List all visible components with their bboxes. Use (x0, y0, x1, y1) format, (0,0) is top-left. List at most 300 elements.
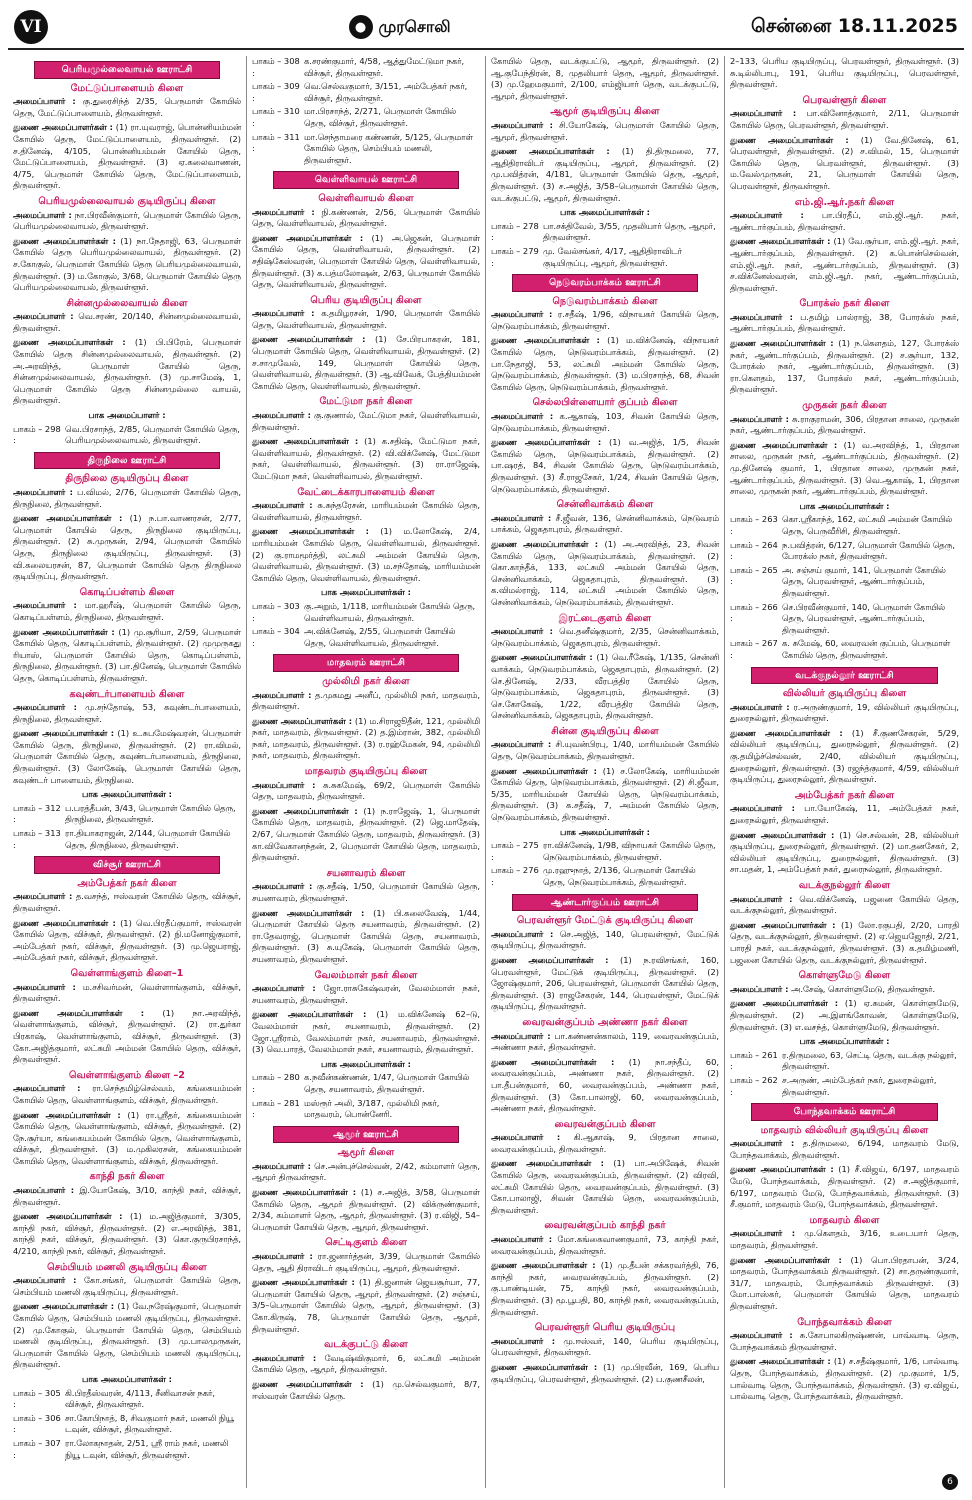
entry-text: மு.சந்தோஷ், 53, கவுண்டர்பாளையம், திருநிலை, திருவள்ளூர். (13, 702, 242, 724)
branch-heading: வில்லியர் குடியிருப்பு கிளை (782, 688, 907, 700)
entry-text: (1) வ.அரவிந்த், 1, பிரதான சாலை, முருகன் நகர், ஆண்டார்குப்பம், திருவள்ளூர். (2) மு.தினேஷ் குமார், 1, பிரதான சாலை, முருகன் நகர், ஆண்டார்குப்பம், திருவள்ளூர். (3) வெ.ஆகாஷ், 1, பிரதான சாலை, முருகன் நகர், ஆண்டார்குப்பம், திருவள்ளூர். (730, 439, 959, 497)
organizer-entry (730, 1164, 959, 1210)
entry-text: பா.கண்ணன்காலம், 119, வைரவன்குப்பம், அண்ணா நகர், திருவள்ளூர். (491, 1030, 719, 1053)
role-label: துணை அமைப்பாளர்கள் : (491, 765, 597, 776)
entry-text: (1) பி.பிரேம், பெருமாள் கோயில் தெரு சின்னமுல்லைவாயல், திருவள்ளூர். (2) அ.அரவிந்த், பெருமாள் கோயில் தெரு, சின்னமுல்லைவாயல், திருவள்ளூர். (3) மு.சாமேஷ், 1, பெருமாள் கோயில் தெரு சின்னமுல்லை வாயல், திருவள்ளூர். (13, 337, 241, 406)
booth-entry (491, 246, 719, 269)
booth-entry (491, 865, 719, 888)
organizer-entry (491, 626, 719, 649)
region-heading: பெரியமுல்லைவாயல் ஊராட்சி (34, 61, 221, 79)
entry-text: (1) உ.சுபமேஷ்வரன், பெருமாள் கோயில் தெரு, திருநிலை, திருவள்ளூர். (2) ரா.விமல், பெருமாள் கோயில் தெரு, கவுண்டர்பாளையம், திருநிலை, திருவள்ளூர். (3) லோகேஷ், பெருமாள் கோயில் தெரு, கவுண்டர் பாளையம், திருநிலை. (13, 728, 242, 785)
column-1 (8, 56, 247, 1488)
entry-text: ர.அருண்குமார், 19, வில்லியர் குடியிருப்பு, துரைநல்லூர், திருவள்ளூர். (730, 701, 959, 724)
organizer-entry (13, 1301, 241, 1371)
organizer-entry (13, 1185, 241, 1208)
organizer-entry (730, 414, 959, 437)
role-label: துணை அமைப்பாளர்கள் : (252, 1378, 364, 1389)
entry-text: ஜோ.ராசுகேஷ்வரன், வேலம்மாள் நகர், சயனாவரம், திருவள்ளூர். (252, 983, 480, 1005)
role-label: துணை அமைப்பாளர்கள் : (491, 1056, 615, 1067)
organizer-entry (252, 806, 480, 864)
entry-text: மோ.கங்கைவாணகுமார், 73, காந்தி நகர், வைரவன்குப்பம், திருவள்ளூர். (491, 1234, 719, 1256)
role-label: அமைப்பாளர் : (730, 983, 789, 994)
branch-heading: அம்பேத்கர் நகர் கிளை (77, 877, 177, 889)
role-label: துணை அமைப்பாளர்கள் : (13, 235, 116, 246)
entry-text: (1) அ.ஜெகன், பெருமாள் கோயில் தெரு, வெள்ளிவாயல், திருவள்ளூர். (2) சதிஷ்கேஸ்வரன், பெருமாள் கோயில் தெரு, வெள்ளிவாயல், திருவள்ளூர். (3) க.பத்மலோஷன், 2/63, பெருமாள் கோயில் தெரு, வெள்ளிவாயல், திருவள்ளூர். (252, 232, 480, 290)
entry-text: (1) பி.கலைவேஷ், 1/44, பெருமாள் கோயில் தெரு சயனாவரம், திருவள்ளூர். (2) ரா.தேவராஜ், பெருமாள் கோயில் தெரு, சயனாவரம், திருவள்ளூர். (3) சு.யுகேஷ், பெருமாள் கோயில் தெரு, சயனாவரம், திருவள்ளூர். (252, 907, 480, 964)
organizer-entry (491, 1132, 719, 1155)
entry-text: (1) வெ.பிரதீப்குமார், ஈஸ்வரன் கோயில் தெரு, விச்சூர், திருவள்ளூர். (2) நி.மனோஜ்குமார், அம்பேத்கர் நகர், விச்சூர், திருவள்ளூர். (3) மு.ஜெயராஜ், அம்பேத்கர் நகர், விச்சூர், திருவள்ளூர். (13, 917, 242, 963)
role-label: அமைப்பாளர் : (491, 1335, 556, 1346)
entry-text: பா.பிரதீப், எம்.ஜி.ஆர். நகர், ஆண்டார்குப்பம், திருவள்ளூர். (730, 210, 959, 232)
booth-organizer: ந.பவித்ரன், 6/127, பெருமாள் கோயில் தெரு, போரக்ஸ் நகர், திருவள்ளூர். (782, 539, 955, 562)
role-label: அமைப்பாளர் : (491, 119, 553, 130)
branch-heading: எம்.ஜி.ஆர்.நகர் கிளை (794, 196, 895, 208)
booth-number: பாகம் – 280 : (252, 1072, 300, 1094)
entry-text: சி.யுவன்பிரபு, 1/40, மாரியம்மன் கோயில் தெரு, நெடுவரம்பாக்கம், திருவள்ளூர். (491, 739, 719, 762)
entry-text: வெ.தனீஷ்குமார், 2/35, சென்னிவாக்கம், நெடுவரம்பாக்கம், ஜெகதாபுரம், திருவள்ளூர். (491, 626, 719, 648)
branch-heading: செம்பியம் மணலி குடியிருப்பு கிளை (47, 1261, 207, 1273)
organizer-entry (730, 830, 959, 876)
role-label: துணை அமைப்பாளர்கள் : (730, 236, 831, 247)
entry-text: வெ.சரண், 20/140, சின்னமுல்லைவாயல், திருவள்ளூர். (13, 311, 241, 333)
role-label: துணை அமைப்பாளர்கள் : (13, 917, 116, 928)
organizer-entry (252, 1187, 480, 1233)
booth-number: பாகம் – 275 : (491, 840, 539, 862)
branch-heading: வெள்ளாங்குளம் கிளை–1 (70, 967, 184, 979)
booth-organizer: க. சுமேஷ், 60, வைரவன் குப்பம், பெருமாள் கோயில் தெரு, திருவள்ளூர். (782, 638, 951, 660)
branch-heading: வடக்குபட்டு கிளை (324, 1339, 408, 1351)
entry-text: பா.வினோத்குமார், 2/11, பெருமாள் கோயில் தெரு, பெரவள்ளூர், திருவள்ளூர். (730, 108, 960, 130)
organizer-entry (13, 982, 241, 1005)
role-label: அமைப்பாளர் : (252, 1251, 313, 1262)
organizer-entry (252, 881, 480, 904)
organizer-entry (13, 513, 241, 583)
organizer-entry (730, 56, 959, 91)
role-label: அமைப்பாளர் : (730, 1330, 793, 1341)
entry-text: (1) அ.அரவிந்த், 23, சிவன் கோயில் தெரு, நெடுவரம்பாக்கம், திருவள்ளூர். (2) கொ.காந்தீக், 133, லட்சுமி அம்மன் கோயில் தெரு, சென்னிவாக்கம், ஜெகதாபுரம், திருவள்ளூர். (3) க.விமல்ராஜ், 114, லட்சுமி அம்மன் கோயில் தெரு, சென்னிவாக்கம், நெடுவரம்பாக்கம், திருவள்ளூர். (491, 538, 720, 607)
booth-entry (730, 565, 959, 600)
role-label: துணை அமைப்பாளர்கள் : (252, 907, 365, 918)
organizer-entry (252, 983, 480, 1006)
organizer-entry (730, 210, 959, 233)
booth-entry (730, 638, 959, 661)
booth-organizer: கு.அறும், 1/118, மாரியம்மன் கோயில் தெரு, வெள்ளிவாயல், திருவள்ளூர். (304, 600, 476, 623)
brand-name: முரசொலி (378, 16, 451, 36)
branch-heading: வேலம்மாள் நகர் கிளை (314, 969, 418, 981)
booth-number: பாகம் – 266 : (730, 601, 778, 624)
entry-text: (1) மு.செல்வகுமார், 8/7, ஈஸ்வரன் கோயில் தெரு. (252, 1378, 480, 1401)
branch-heading: வைரவன்குப்பம் கிளை (554, 1118, 656, 1130)
organizer-entry (252, 1161, 480, 1184)
role-label: அமைப்பாளர் : (730, 210, 804, 221)
organizer-entry (252, 526, 480, 584)
booth-organizer: மு. வேல்சங்கர், 4/17, ஆதிதிராவிடர் குடியிருப்பு, ஆமூர், திருவள்ளூர். (543, 245, 682, 268)
organizer-entry (491, 955, 719, 1013)
role-label: துணை அமைப்பாளர்கள் : (13, 337, 126, 348)
entry-text: (1) வே.நரேஷ்குமார், பெருமாள் கோயில் தெரு, செம்பியம் மணலி குடியிருப்பு, திருவள்ளூர். (2) மு.கோகுல், பெருமாள் கோயில் தெரு, செம்பியம் மணலி குடியிருப்பு, திருவள்ளூர். (3) மு.பாலமுருகன், பெருமாள் கோயில் தெரு, செம்பியம் மணலி குடியிருப்பு, திருவள்ளூர். (13, 1301, 241, 1370)
organizer-entry (491, 335, 719, 393)
entry-text: செ.அன்புச்செல்வன், 2/42, கம்மாளர் தெரு, ஆமூர் திருவள்ளூர். (252, 1160, 480, 1183)
role-label: துணை அமைப்பாளர்கள் : (252, 1187, 357, 1198)
role-label: துணை அமைப்பாளர்கள் : (491, 1361, 598, 1372)
booth-entry (13, 424, 241, 447)
role-label: துணை அமைப்பாளர்கள் : (730, 1356, 831, 1367)
booth-number: பாகம் – 263 : (730, 514, 778, 536)
region-heading: விச்சூர் ஊராட்சி (34, 856, 221, 874)
organizer-entry (730, 440, 959, 498)
booth-organizer: அ.விக்னேஷ், 2/55, பெருமாள் கோயில் தெரு, வெள்ளிவாயல், திருவள்ளூர். (304, 626, 456, 648)
organizer-entry (491, 146, 719, 204)
branch-heading: திருநிலை குடியிருப்பு கிளை (65, 473, 189, 485)
organizer-entry (13, 918, 241, 964)
entry-text: (1) வ.அஜித், 1/5, சிவன் கோயில் தெரு, நெடுவரம்பாக்கம், திருவள்ளூர். (2) பா.ஷரத், 84, சிவன் கோயில் தெரு, நெடுவரம்பாக்கம், திருவள்ளூர். (3) சீ.ராஜசேகர், 1/24, சிவன் கோயில் தெரு, நெடுவரம்பாக்கம், திருவள்ளூர். (491, 437, 720, 494)
branch-heading: வெள்ளாங்குளம் கிளை –2 (69, 1069, 185, 1081)
region-heading: ஆண்டார்குப்பம் ஊராட்சி (512, 894, 699, 912)
entry-text: (1) ந.ரவிசங்கர், 160, பெரவள்ளூர், மேட்டுக் குடியிருப்பு, திருவள்ளூர். (2) ஜோஷ்குமார், 206, பெரவள்ளூர், பெருமாள் கோயில் தெரு, திருவள்ளூர். (3) ராஜசேகரன், 144, பெரவள்ளூர், மேட்டுக் குடியிருப்பு, திருவள்ளூர். (491, 954, 720, 1012)
role-label: துணை அமைப்பாளர்கள் : (13, 1301, 115, 1312)
role-label: அமைப்பாளர் : (491, 928, 554, 939)
role-label: அமைப்பாளர் : (491, 1132, 561, 1143)
role-label: அமைப்பாளர் : (491, 411, 554, 422)
booth-number: பாகம் – 304 : (252, 626, 300, 648)
role-label: அமைப்பாளர் : (252, 500, 313, 511)
role-label: துணை அமைப்பாளர்கள் : (730, 998, 839, 1009)
role-label: அமைப்பாளர் : (730, 1228, 796, 1239)
column-4 (725, 56, 964, 1488)
entry-text: (1) செ.சல்வன், 28, வில்லியர் குடியிருப்பு, துரைநல்லூர், திருவள்ளூர். (2) மா.தனசேகர், 2, வில்லியர் குடியிருப்பு, துரைநல்லூர், திருவள்ளூர். (3) சா.மதன், 1, அம்பேத்கர் நகர், துரைநல்லூர், திருவள்ளூர். (730, 829, 960, 875)
entry-text: (1) ந.ராஜேஷ், 1, பெருமாள் கோயில் தெரு, மாதவரம், திருவள்ளூர். (2) ஜெ.மாதேஷ், 2/67, பெருமாள் கோயில் தெரு, மாதவரம், திருவள்ளூர். (3) கா.விவேகானந்தன், 2, பெருமாள் கோயில் தெரு, மாதவரம், திருவள்ளூர். (252, 805, 481, 863)
organizer-entry (730, 1255, 959, 1313)
booth-section-heading: பாக அமைப்பாளர்கள் : (321, 1058, 411, 1069)
entry-text: ப.விமல், 2/76, பெருமாள் கோயில் தெரு, திருநிலை, திருவள்ளூர். (13, 487, 241, 509)
branch-heading: பெரவள்ளூர் பெரிய குடியிருப்பு (534, 1322, 676, 1334)
role-label: அமைப்பாளர் : (13, 1083, 81, 1094)
entry-text: (1) ந.கௌதம், 127, போரக்ஸ் நகர், ஆண்டார்குப்பம், திருவள்ளூர். (2) ச.சூர்யா, 132, போரக்ஸ் நகர், ஆண்டார்குப்பம், திருவள்ளூர். (3) ரா.கௌதம், 137, போரக்ஸ் நகர், ஆண்டார்குப்பம், திருவள்ளூர். (730, 338, 959, 395)
role-label: அமைப்பாளர் : (252, 308, 315, 319)
role-label: அமைப்பாளர் : (491, 309, 553, 320)
organizer-entry (491, 739, 719, 762)
booth-entry (730, 602, 959, 637)
organizer-entry (252, 1379, 480, 1402)
booth-number: பாகம் – 307 : (13, 1437, 61, 1460)
role-label: அமைப்பாளர் : (730, 108, 797, 119)
branch-heading: போரக்ஸ் நகர் கிளை (799, 298, 890, 310)
role-label: அமைப்பாளர் : (13, 311, 74, 322)
role-label: துணை அமைப்பாளர்கள் : (730, 919, 836, 930)
booth-number: பாகம் – 278 : (491, 220, 539, 243)
role-label: அமைப்பாளர் : (491, 1030, 551, 1041)
booth-section-heading: பாக அமைப்பாளர்கள் : (799, 500, 890, 511)
branch-heading: ஆமூர் கிளை (337, 1147, 395, 1159)
booth-entry (252, 1098, 480, 1121)
entry-text: ர.சதீஷ், 1/96, விநாயகர் கோயில் தெரு, நெடுவரம்பாக்கம், திருவள்ளூர். (491, 309, 719, 331)
entry-text: 2–133, பெரிய குடியிருப்பு, பெரவள்ளூர், திருவள்ளூர். (3) சு.டில்லிபாபு, 191, பெரிய குடியிருப்பு, பெரவள்ளூர், திருவள்ளூர். (730, 56, 959, 90)
organizer-entry (730, 338, 959, 396)
organizer-entry (252, 436, 480, 482)
entry-text: (1) வெ.ரீகேஷ், 1/135, சென்னி வாக்கம், நெடுவரம்பாக்கம், ஜெகதாபுரம், திருவள்ளூர். (2) செ.தினேஷ், 2/33, வீரபத்திர கோயில் தெரு, நெடுவரம்பாக்கம், ஜெகதாபுரம், திருவள்ளூர். (3) செ.கோகேஷ், 1/22, வீரபத்திர கோயில் தெரு, சென்னிவாக்கம், ஜெகதாபுரம், திருவள்ளூர். (491, 652, 719, 721)
role-label: துணை அமைப்பாளர்கள் : (252, 436, 359, 447)
booth-number: பாகம் – 267 : (730, 638, 778, 660)
organizer-entry (252, 233, 480, 291)
organizer-entry (730, 236, 959, 294)
organizer-entry (491, 513, 719, 536)
entry-text: ரா.செந்தமிழ்செல்வம், கங்கையம்மன் கோயில் தெரு, வெள்ளாங்குளம், விச்சூர், திருவள்ளூர். (13, 1083, 241, 1105)
branch-heading: கவுண்டர்பாளையம் கிளை (69, 688, 185, 700)
booth-section-heading: பாக அமைப்பாளர்கள் : (560, 826, 650, 837)
organizer-entry (13, 337, 241, 407)
organizer-entry (491, 539, 719, 609)
entry-text: (1) வே.சூர்யா, எம்.ஜி.ஆர். நகர், ஆண்டார்குப்பம், திருவள்ளூர். (2) க.பொன்செல்வன், எம்.ஜி.ஆர். நகர், ஆண்டார்குப்பம், திருவள்ளூர். (3) ச.விக்னேஸ்வரன், எம்.ஜி.ஆர். நகர், ஆண்டார்குப்பம், திருவள்ளூர். (730, 236, 960, 293)
organizer-entry (252, 410, 480, 433)
organizer-entry (491, 411, 719, 434)
region-heading: நெடுவரம்பாக்கம் ஊராட்சி (512, 274, 699, 292)
entry-text: (1) ம.விக்னேஷ், விநாயகர் கோயில் தெரு, நெடுவரம்பாக்கம், திருவள்ளூர். (2) பா.நேதாஜி, 53, லட்சுமி அம்மன் கோயில் தெரு, நெடுவரம்பாக்கம், திருவள்ளூர். (3) ம.பிரசாந்த், 68, சிவன் கோயில் தெரு, நெடுவரம்பாக்கம், திருவள்ளூர். (491, 335, 719, 392)
booth-entry (730, 1050, 959, 1073)
organizer-entry (491, 1031, 719, 1054)
organizer-entry (252, 780, 480, 803)
booth-number: பாகம் – 276 : (491, 865, 539, 887)
organizer-entry (252, 334, 480, 392)
organizer-entry (491, 309, 719, 332)
organizer-entry (252, 500, 480, 523)
booth-organizer: மா.செந்தாமரை கண்ணன், 5/125, பெருமாள் கோயில் தெரு, செம்பியம் மணலி, திருவள்ளூர். (304, 131, 473, 165)
organizer-entry (13, 702, 241, 725)
columns (8, 56, 964, 1488)
dateline: சென்னை 18.11.2025 (751, 14, 958, 37)
role-label: அமைப்பாளர் : (730, 413, 789, 424)
role-label: துணை அமைப்பாளர்கள் : (13, 728, 115, 739)
booth-entry (730, 1075, 959, 1098)
entry-text: (1) நா.அரவிந்த், வெள்ளாங்குளம், விச்சூர், திருவள்ளூர். (2) ரா.துர்கா பிரகாஷ், வெள்ளாங்குளம், விச்சூர், திருவள்ளூர். (3) கோ.அஜித்குமார், லட்சுமி அம்மன் கோயில் தெரு, விச்சூர், திருவள்ளூர். (13, 1007, 242, 1065)
organizer-entry (13, 1083, 241, 1106)
role-label: துணை அமைப்பாளர்கள் : (491, 146, 610, 157)
branch-heading: காந்தி நகர் கிளை (89, 1171, 165, 1183)
organizer-entry (730, 1330, 959, 1353)
booth-organizer: கொ.ஸ்ரீகாந்த், 162, லட்சுமி அம்மன் கோயில் தெரு, பெருவீரிசி, திருவள்ளூர். (782, 514, 953, 536)
region-heading: ஆமூர் ஊராட்சி (273, 1126, 460, 1144)
branch-heading: வடக்குநல்லூர் கிளை (798, 880, 891, 891)
entry-text: (1) ம.விக்னேஷ் 62–டு, வேலம்மாள் நகர், சயனாவரம், திருவள்ளூர். (2) ஜோ.ஸ்ரீராம், வேலம்மாள் நகர், சயனாவரம், திருவள்ளூர். (3) வெ.பாரத், வேலம்மாள் நகர், சயனாவரம், திருவள்ளூர். (252, 1009, 481, 1055)
entry-text: (1) ச.அஜித், 3/58, பெருமாள் கோயில் தெரு, ஆமூர் திருவள்ளூர். (2) விக்ருண்குமார், 2/34, கம்மாளர் தெரு, ஆமூர், திருவள்ளூர். (3) ர.விஜி, 54–பெருமாள் கோயில் தெரு, ஆமூர், திருவள்ளூர். (252, 1187, 481, 1232)
entry-text: (1) ஏ.சுமன், கொள்ளுமேடு, திருவள்ளூர். (2) அ.இளங்கோவன், கொள்ளுமேடு, திருவள்ளூர். (3) எ.வசந்த், கொள்ளுமேடு, திருவள்ளூர். (730, 998, 960, 1032)
branch-heading: மாதவரம் குடியிருப்பு கிளை (304, 766, 428, 778)
booth-entry (13, 1388, 241, 1411)
organizer-entry (491, 1362, 719, 1385)
role-label: துணை அமைப்பாளர்கள் : (252, 526, 369, 537)
organizer-entry (252, 1009, 480, 1055)
booth-number: பாகம் – 264 : (730, 539, 778, 562)
branch-heading: இரட்டைகுளம் கிளை (558, 612, 652, 624)
entry-text: (1) வே.தினேஷ், 61, பெரவள்ளூர், திருவள்ளூர். (2) ச.விமல், 15, பெருமாள் கோயில் தெரு, பெரவள்ளூர், திருவள்ளூர். (3) ம.வேல்முருகன், 21, பெருமாள் கோயில் தெரு, பெரவள்ளூர், திருவள்ளூர். (730, 134, 959, 191)
branch-heading: கொள்ளுமேடு கிளை (798, 970, 891, 982)
organizer-entry (13, 891, 241, 914)
role-label: துணை அமைப்பாளர்கள் : (252, 334, 366, 345)
booth-organizer: வெ.பிரசாந்த், 2/85, பெருமாள் கோயில் தெரு, பெரியமுல்லைவாயல், திருவள்ளூர். (65, 423, 240, 446)
role-label: துணை அமைப்பாளர்கள் : (252, 1009, 367, 1020)
booth-entry (13, 803, 241, 826)
booth-entry (491, 221, 719, 244)
entry-text: (1) சே.பிரபாகரன், 181, பெருமாள் கோயில் தெரு, வெள்ளிவாயல், திருவள்ளூர். (2) ச.சாமுவேல், 149, பெருமாள் கோயில் தெரு, வெள்ளிவாயல், திருவள்ளூர். (3) ஆ.விவேக், பேத்தியம்மன் கோயில் தெரு, வெள்ளிவாயல், திருவள்ளூர். (252, 334, 480, 391)
elephant-logo-icon: ● (349, 15, 373, 39)
branch-heading: நெடுவரம்பாக்கம் கிளை (552, 295, 658, 307)
booth-organizer: சா.கோபிநாத், 8, சிவகுமார் நகர், மணலி நியூ டவுன், விச்சூர், திருவள்ளூர். (65, 1412, 234, 1435)
role-label: அமைப்பாளர் : (730, 893, 793, 904)
branch-heading: வைரவன்குப்பம் அண்ணா நகர் கிளை (522, 1016, 688, 1028)
organizer-entry (730, 984, 959, 996)
role-label: துணை அமைப்பாளர்கள் : (730, 338, 834, 349)
branch-heading: முல்லிமி நகர் கிளை (322, 675, 410, 687)
role-label: துணை அமைப்பாளர்கள் : (491, 652, 593, 663)
booth-entry (252, 81, 480, 104)
entry-text: சு.சுகமேஷ், 69/2, பெருமாள் கோயில் தெரு, மாதவரம், திருவள்ளூர். (252, 779, 480, 802)
role-label: துணை அமைப்பாளர்கள் : (252, 715, 353, 726)
role-label: துணை அமைப்பாளர்கள் : (491, 335, 600, 346)
branch-heading: சென்னிவாக்கம் கிளை (556, 499, 654, 511)
role-label: துணை அமைப்பாளர்கள் : (13, 1211, 123, 1222)
organizer-entry (13, 311, 241, 334)
entry-text: மு.கௌதம், 3/16, உடையார் தெரு, மாதவரம், திருவள்ளூர். (730, 1228, 959, 1251)
entry-text: மு.ஈஸ்வர், 140, பெரிய குடியிருப்பு, பெரவள்ளூர், திருவள்ளூர். (491, 1335, 719, 1358)
booth-organizer: மு.ரஹுநாத், 2/136, பெருமாள் கோயில் தெரு, நெடுவரம்பாக்கம், திருவள்ளூர். (543, 865, 696, 887)
role-label: துணை அமைப்பாளர்கள் : (730, 134, 849, 145)
organizer-entry (491, 766, 719, 824)
booth-number: பாகம் – 312 : (13, 802, 61, 825)
branch-heading: மாதவரம் கிளை (809, 1214, 880, 1226)
entry-text: (1) மு.சூரியா, 2/59, பெருமாள் கோயில் தெரு, கொடிப்பள்ளம், திருவள்ளூர். (2) முமுருகது ரியாஸ், பெருமாள் கோயில் தெரு, கொடிப்பள்ளம், திருநிலை, திருவள்ளூர். (3) பா.தினேஷ், பெருமாள் கோயில் தெரு, கொடிப்பள்ளம், திருவள்ளூர். (13, 626, 241, 683)
entry-text: (1) சீ.குணசேகரன், 5/29, வில்லியர் குடியிருப்பு, துரைநல்லூர், திருவள்ளூர். (2) கு.தமிழ்ச்செல்வன், 2/40, வில்லியர் குடியிருப்பு, துரைநல்லூர், திருவள்ளூர். (3) ரஜந்த்குமார், 4/59, வில்லியர் குடியிருப்பு, துரைநல்லூர், திருவள்ளூர். (730, 727, 960, 785)
organizer-entry (730, 108, 959, 131)
booth-entry (13, 1413, 241, 1436)
organizer-entry (252, 207, 480, 230)
booth-number: பாகம் – 311 : (252, 131, 300, 154)
role-label: அமைப்பாளர் : (13, 209, 72, 220)
booth-number: பாகம் – 310 : (252, 106, 300, 128)
column-2 (247, 56, 486, 1488)
booth-organizer: கி.பிரதீஸ்வரன், 4/113, சீனிவாசன் நகர், விச்சூர், திருவள்ளூர். (65, 1387, 216, 1410)
role-label: அமைப்பாளர் : (730, 803, 795, 814)
branch-heading: பெரிய குடியிருப்பு கிளை (310, 294, 422, 306)
organizer-entry (730, 1356, 959, 1402)
entry-text: (1) ம.லோகேஷ், 2/4, மாரியம்மன் கோயில் தெரு, வெள்ளிவாயல், திருவள்ளூர். (2) கு.ராமமூர்த்தி, லட்சுமி அம்மன் கோயில் தெரு, வெள்ளிவாயல், திருவள்ளூர். (3) ம.சந்தோஷ், மாரியம்மன் கோயில் தெரு, வெள்ளிவாயல், திருவள்ளூர். (252, 526, 480, 583)
entry-text: (1) ந.பா.வாணரசன், 2/77, பெருமாள் கோயில் தெரு, திருநிலை குடியிருப்பு, திருவள்ளூர். (2) சு.முருகன், 2/94, பெருமாள் கோயில் தெரு, திருநிலை குடியிருப்பு, திருவள்ளூர். (3) வி.கலையரசன், 87, பெருமாள் கோயில் தெரு திருநிலை குடியிருப்பு, திருவள்ளூர். (13, 513, 241, 582)
branch-heading: ஆமூர் குடியிருப்பு கிளை (550, 106, 660, 118)
branch-heading: கொடிப்பள்ளம் கிளை (79, 586, 175, 598)
entry-text: சு.கோபாலகிருஷ்ணன், பாவ்வாடி தெரு, போந்தவாக்கம் திருவள்ளூர். (730, 1330, 959, 1352)
branch-heading: போந்தவாக்கம் கிளை (797, 1316, 892, 1328)
entry-text: இ.யோகேஷ், 3/10, காந்தி நகர், விச்சூர், திருவள்ளூர். (13, 1185, 242, 1207)
booth-entry (730, 540, 959, 563)
branch-heading: மேட்டுமா நகர் கிளை (319, 396, 413, 408)
role-label: துணை அமைப்பாளர்கள் : (13, 122, 114, 133)
organizer-entry (730, 920, 959, 966)
organizer-entry (730, 728, 959, 786)
entry-text: வேடிஷ்விகுமார், 6, லட்சுமி அம்மன் கோயில் தெரு, ஆமூர், திருவள்ளூர். (252, 1352, 480, 1375)
masthead (8, 6, 964, 50)
entry-text: (1) ரா.யுவராஜ், பொன்னியம்மன் கோயில் தெரு, மேட்டுப்பாளையம், திருவள்ளூர். (2) ச.தினேஷ், 4/105, பொன்னியம்மன் கோயில் தெரு, மேட்டுப்பாளையம், திருவள்ளூர். (3) ஏ.கலைவாணன், 4/75, பெருமாள் கோயில் தெரு, மேட்டுப்பாளையம், திருவள்ளூர். (13, 122, 242, 191)
organizer-entry (730, 702, 959, 725)
entry-text: (1) பா.அபிஷேக், சிவன் கோயில் தெரு, வைரவன்குப்பம், திருவள்ளூர். (2) விரவி, லட்சுமி கோயில் தெரு, வைரவன்குப்பம், திருவள்ளூர். (3) கோ.பாலாஜி, சிவன் கோயில் தெரு, வைரவன்குப்பம், திருவள்ளூர். (491, 1158, 719, 1215)
role-label: அமைப்பாளர் : (252, 779, 316, 790)
role-label: அமைப்பாளர் : (13, 600, 77, 611)
organizer-entry (491, 652, 719, 722)
branch-heading: அம்பேத்கர் நகர் கிளை (794, 789, 895, 801)
organizer-entry (13, 1275, 241, 1298)
booth-organizer: ப.பரத்தீபன், 3/43, பெருமாள் கோயில் தெரு, திருநிலை, திருவள்ளூர். (65, 802, 236, 825)
booth-section-heading: பாக அமைப்பாளர்கள் : (82, 789, 172, 800)
entry-text: நி.கண்ணன், 2/56, பெருமாள் கோயில் தெரு, வெள்ளிவாயல், திருவள்ளூர். (252, 206, 480, 229)
entry-text: (1) தி.திருமலை, 77, ஆதிதிராவிடர் குடியிருப்பு, ஆமூர், திருவள்ளூர். (2) மு.பவித்ரன், 4/181, பெருமாள் கோயில் தெரு, ஆமூர், திருவள்ளூர். (3) ச.அஜித், 3/58–பெருமாள் கோயில் தெரு, வடக்குபட்டு, ஆமூர், திருவள்ளூர். (491, 146, 720, 203)
role-label: அமைப்பாளர் : (13, 96, 76, 107)
booth-entry (491, 840, 719, 863)
entry-text: (1) மு.பிரவீன், 169, பெரிய குடியிருப்பு, பெரவள்ளூர், திருவள்ளூர். (2) ப.குணசீலன், (491, 1361, 720, 1384)
page-mark: 6 (942, 1474, 958, 1490)
booth-entry (252, 106, 480, 129)
entry-text: கி.ஆகாஷ், 9, பிரதான சாலை, வைரவன்குப்பம், திருவள்ளூர். (491, 1132, 720, 1154)
entry-text: (1) க.சதிஷ், மேட்டுமா நகர், வெள்ளிவாயல், திருவள்ளூர். (2) வி.விக்னேஷ், மேட்டுமா நகர், வெள்ளிவாயல், திருவள்ளூர். (3) ரா.ராஜேஷ், மேட்டுமா நகர், வெள்ளிவாயல், திருவள்ளூர். (252, 436, 480, 481)
booth-organizer: ரா.விக்னேஷ், 1/98, விநாயகர் கோயில் தெரு, நெடுவரம்பாக்கம், திருவள்ளூர். (543, 840, 716, 862)
branch-heading: சின்ன குடியிருப்பு கிளை (551, 725, 659, 737)
branch-heading: வேட்டைக்காரபாளையம் கிளை (297, 486, 435, 498)
booth-number: பாகம் – 265 : (730, 564, 778, 587)
entry-text: சி.யோகேஷ், பெருமாள் கோயில் தெரு, ஆமூர், திருவள்ளூர். (491, 119, 719, 142)
branch-heading: சயனாவரம் கிளை (326, 867, 406, 879)
organizer-entry (13, 122, 241, 192)
entry-text: (1) நா.நேதாஜி, 63, பெருமாள் கோயில் தெரு பெரியமுல்லைவாயல், திருவள்ளூர். (2) ச.கோகுல், பெருமாள் கோயில் தெரு பெரியமுல்லைவாயல், திருவள்ளூர். (3) ம.கோகுல், 3/68, பெருமாள் கோயில் தெரு பெரியமுல்லைவாயல், திருவள்ளூர். (13, 235, 242, 293)
role-label: அமைப்பாளர் : (730, 311, 793, 322)
role-label: அமைப்பாளர் : (491, 626, 553, 637)
organizer-entry (13, 210, 241, 233)
role-label: அமைப்பாளர் : (252, 410, 311, 421)
entry-text: கோயில் தெரு, வடக்குபட்டு, ஆமூர், திருவள்ளூர். (2) ஆ.குபேந்திரன், 8, முதலியார் தெரு, ஆமூர், திருவள்ளூர். (3) மு.ஹேமகுமார், 2/100, எம்ஜியார் தெரு, வடக்குபட்டு, ஆமூர், திருவள்ளூர். (491, 56, 719, 101)
booth-number: பாகம் – 313 : (13, 828, 61, 850)
branch-heading: வைரவன்குப்பம் காந்தி நகர் (544, 1220, 666, 1232)
organizer-entry (13, 1211, 241, 1257)
booth-entry (13, 828, 241, 851)
booth-organizer: க.நவீன்கண்ணன், 1/47, பெருமாள் கோயில் தெரு, சயனாவரம், திருவள்ளூர். (304, 1072, 470, 1094)
booth-organizer: பா.சக்திவேல், 3/55, முதலியார் தெரு, ஆமூர், திருவள்ளூர். (543, 220, 716, 243)
organizer-entry (491, 929, 719, 952)
entry-text: (1) லோ.ரகுபதி, 2/20, பாரதி தெரு, வடக்குநல்லூர், திருவள்ளூர். (2) ஏ.ஜெயஜோதி, 2/21, பாரதி நகர், வடக்குநல்லூர், திருவள்ளூர். (3) க.தமிழ்மணி, பஜனை கோயில் தெரு, வடக்குநல்லூர், திருவள்ளூர். (730, 919, 960, 965)
organizer-entry (491, 1158, 719, 1216)
brand (349, 15, 451, 39)
booth-entry (252, 601, 480, 624)
role-label: துணை அமைப்பாளர்கள் : (491, 437, 602, 448)
role-label: அமைப்பாளர் : (13, 981, 76, 992)
entry-text: (1) ம.சிராஜூதீன், 121, முல்லிமி நகர், மாதவரம், திருவள்ளூர். (2) த.இம்ரான், 382, முல்லிமி நகர், மாதவரம், திருவள்ளூர். (3) ர.ரஹ்மேகன், 94, முல்லிமி நகர், மாதவரம், திருவள்ளூர். (252, 715, 480, 761)
booth-organizer: ரா.லோகநாதன், 2/51, ஸ்ரீ ராம் நகர், மணலி நியூ டவுன், விச்சூர், திருவள்ளூர். (65, 1437, 229, 1460)
organizer-entry (491, 1260, 719, 1318)
booth-number: பாகம் – 262 : (730, 1074, 778, 1097)
role-label: அமைப்பாளர் : (13, 702, 77, 713)
booth-number: பாகம் – 306 : (13, 1412, 61, 1435)
organizer-entry (730, 894, 959, 917)
role-label: துணை அமைப்பாளர்கள் : (252, 232, 364, 243)
role-label: துணை அமைப்பாளர்கள் : (491, 954, 609, 965)
role-label: அமைப்பாளர் : (491, 512, 552, 523)
booth-number: பாகம் – 305 : (13, 1387, 61, 1410)
branch-heading: செல்லபிள்ளையார் குப்பம் கிளை (532, 397, 678, 409)
entry-text: (1) ரா.ஸ்ரீதர், கங்கையம்மன் கோயில் தெரு, வெள்ளாங்குளம், விச்சூர், திருவள்ளூர். (2) நே.சூர்யா, கங்கையம்மன் கோயில் தெரு, வெள்ளாங்குளம், விச்சூர், திருவள்ளூர். (3) ம.முகிலரசன், கங்கையம்மன் கோயில் தெரு, வெள்ளாங்குளம், விச்சூர், திருவள்ளூர். (13, 1109, 242, 1166)
region-heading: திருநிலை ஊராட்சி (34, 452, 221, 470)
role-label: துணை அமைப்பாளர்கள் : (730, 1254, 842, 1265)
booth-section-heading: பாக அமைப்பாளர்கள் : (799, 1036, 890, 1047)
role-label: அமைப்பாளர் : (13, 1185, 75, 1196)
booth-entry (252, 56, 480, 79)
organizer-entry (730, 1228, 959, 1251)
entry-text: சீ.ஜீவன், 136, சென்னிவாக்கம், நெடுவரம் பாக்கம், ஜெகதாபுரம், திருவள்ளூர். (491, 512, 719, 535)
region-heading: வடக்குநல்லூர் ஊராட்சி (751, 667, 939, 685)
entry-text: த.முகமது அனீப், முல்லிமி நகர், மாதவரம், திருவள்ளூர். (252, 689, 480, 712)
